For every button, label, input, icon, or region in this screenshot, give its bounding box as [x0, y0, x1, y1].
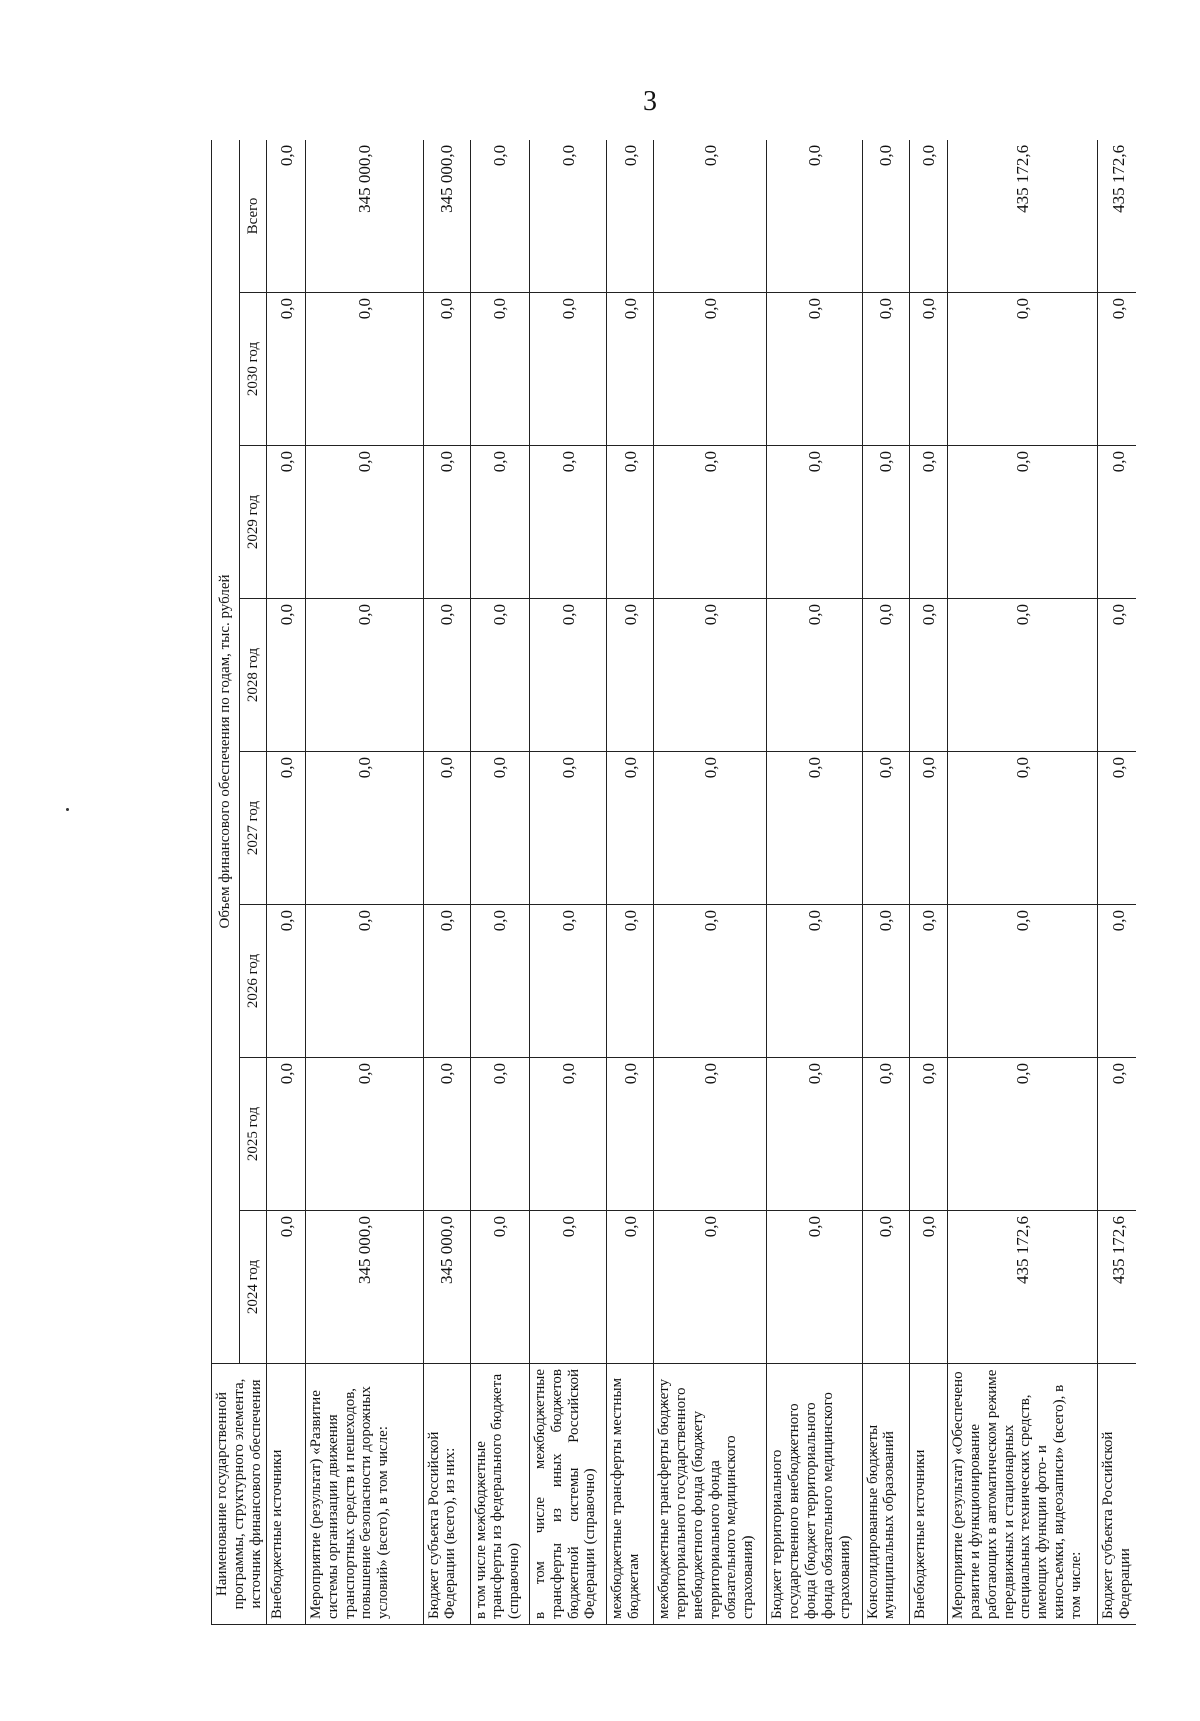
row-value-cell: 0,0	[767, 446, 862, 599]
row-value-cell: 0,0	[470, 1211, 529, 1364]
row-value-cell: 0,0	[654, 446, 767, 599]
table-row	[948, 140, 1098, 1625]
rotated-table	[211, 140, 1136, 1625]
row-value-cell: 0,0	[305, 752, 423, 905]
row-value-cell: 0,0	[948, 1058, 1098, 1211]
row-value-cell: 0,0	[654, 752, 767, 905]
row-value-cell: 0,0	[1098, 446, 1136, 599]
row-label: в том числе межбюджетные трансферты из федерального бюджета (справочно)	[470, 1364, 529, 1625]
table-row	[862, 140, 909, 1625]
header-year: 2024 год	[239, 1211, 267, 1364]
row-value-cell: 0,0	[1098, 599, 1136, 752]
row-total-cell: 345 000,0	[423, 140, 470, 293]
row-value-cell: 0,0	[529, 446, 606, 599]
row-value-cell: 0,0	[267, 599, 306, 752]
row-value-cell: 0,0	[470, 752, 529, 905]
row-value-cell: 0,0	[862, 599, 909, 752]
row-label: межбюджетные трансферты местным бюджетам	[607, 1364, 654, 1625]
row-label: Внебюджетные источники	[909, 1364, 948, 1625]
row-total-cell: 435 172,6	[1098, 140, 1136, 293]
row-value-cell: 0,0	[862, 905, 909, 1058]
row-value-cell: 0,0	[909, 752, 948, 905]
row-label: межбюджетные трансферты бюджету территориального государственного внебюджетного фонда (бюджету территориального фонда обязательного медицинского страхования)	[654, 1364, 767, 1625]
row-value-cell: 0,0	[529, 1211, 606, 1364]
row-value-cell: 0,0	[470, 293, 529, 446]
row-total-cell: 0,0	[862, 140, 909, 293]
table-row	[1098, 140, 1136, 1625]
row-value-cell: 0,0	[948, 905, 1098, 1058]
row-value-cell: 0,0	[767, 905, 862, 1058]
row-value-cell: 0,0	[423, 446, 470, 599]
table-row	[909, 140, 948, 1625]
row-value-cell: 0,0	[948, 293, 1098, 446]
row-label: Внебюджетные источники	[267, 1364, 306, 1625]
row-total-cell: 0,0	[607, 140, 654, 293]
row-value-cell: 0,0	[470, 446, 529, 599]
table-row	[267, 140, 306, 1625]
row-value-cell: 0,0	[607, 1058, 654, 1211]
row-total-cell: 0,0	[267, 140, 306, 293]
header-year: 2029 год	[239, 446, 267, 599]
row-value-cell: 0,0	[267, 752, 306, 905]
row-value-cell: 0,0	[654, 1211, 767, 1364]
header-year: 2030 год	[239, 293, 267, 446]
row-label: Консолидированные бюджеты муниципальных образований	[862, 1364, 909, 1625]
row-total-cell: 0,0	[529, 140, 606, 293]
row-total-cell: 435 172,6	[948, 140, 1098, 293]
header-name-column: Наименование государственной программы, структурного элемента, источник финансового обеспечения	[212, 1364, 267, 1625]
row-value-cell: 0,0	[305, 1058, 423, 1211]
header-year: 2027 год	[239, 752, 267, 905]
row-value-cell: 345 000,0	[423, 1211, 470, 1364]
row-value-cell: 0,0	[305, 293, 423, 446]
table-row	[529, 140, 606, 1625]
row-value-cell: 0,0	[862, 446, 909, 599]
row-value-cell: 0,0	[654, 1058, 767, 1211]
row-total-cell: 0,0	[470, 140, 529, 293]
row-label: Мероприятие (результат) «Обеспечено развитие и функционирование работающих в автоматическом режиме передвижных и стационарных специальных технических средств, имеющих функции фото- и киносъемки, видеозаписи» (всего), в том числе:	[948, 1364, 1098, 1625]
row-value-cell: 0,0	[862, 293, 909, 446]
row-value-cell: 0,0	[862, 752, 909, 905]
row-total-cell: 0,0	[909, 140, 948, 293]
header-year: 2025 год	[239, 1058, 267, 1211]
table-row	[654, 140, 767, 1625]
row-value-cell: 0,0	[654, 905, 767, 1058]
row-value-cell: 0,0	[607, 905, 654, 1058]
row-label: Бюджет субъекта Российской Федерации	[1098, 1364, 1136, 1625]
row-value-cell: 0,0	[909, 1058, 948, 1211]
table-row	[470, 140, 529, 1625]
row-value-cell: 0,0	[423, 752, 470, 905]
row-value-cell: 0,0	[423, 905, 470, 1058]
row-label: Бюджет субъекта Российской Федерации (всего), из них:	[423, 1364, 470, 1625]
row-value-cell: 0,0	[423, 1058, 470, 1211]
row-value-cell: 0,0	[529, 752, 606, 905]
table-row	[767, 140, 862, 1625]
row-total-cell: 0,0	[654, 140, 767, 293]
row-value-cell: 0,0	[1098, 1058, 1136, 1211]
row-value-cell: 0,0	[767, 1058, 862, 1211]
row-value-cell: 0,0	[909, 1211, 948, 1364]
row-value-cell: 0,0	[305, 905, 423, 1058]
rotated-table-container	[211, 140, 1136, 1625]
row-value-cell: 0,0	[267, 446, 306, 599]
row-value-cell: 0,0	[767, 293, 862, 446]
row-value-cell: 0,0	[1098, 905, 1136, 1058]
row-value-cell: 435 172,6	[1098, 1211, 1136, 1364]
row-value-cell: 0,0	[607, 293, 654, 446]
scan-speck	[66, 808, 69, 811]
header-year: 2026 год	[239, 905, 267, 1058]
row-value-cell: 0,0	[948, 599, 1098, 752]
table-row	[305, 140, 423, 1625]
row-label: в том числе межбюджетные трансферты из иных бюджетов бюджетной системы Российской Федерации (справочно)	[529, 1364, 606, 1625]
row-value-cell: 0,0	[767, 599, 862, 752]
header-total: Всего	[239, 140, 267, 293]
row-value-cell: 0,0	[470, 1058, 529, 1211]
row-value-cell: 0,0	[305, 599, 423, 752]
row-value-cell: 0,0	[1098, 752, 1136, 905]
row-value-cell: 0,0	[909, 446, 948, 599]
row-value-cell: 0,0	[862, 1058, 909, 1211]
row-value-cell: 0,0	[909, 599, 948, 752]
row-value-cell: 0,0	[423, 293, 470, 446]
row-value-cell: 0,0	[470, 599, 529, 752]
row-value-cell: 0,0	[909, 905, 948, 1058]
table-row	[607, 140, 654, 1625]
row-value-cell: 0,0	[862, 1211, 909, 1364]
row-total-cell: 0,0	[767, 140, 862, 293]
table-row	[423, 140, 470, 1625]
table-body	[267, 140, 1136, 1625]
financing-table	[211, 140, 1136, 1625]
row-value-cell: 0,0	[423, 599, 470, 752]
row-value-cell: 0,0	[529, 905, 606, 1058]
row-value-cell: 435 172,6	[948, 1211, 1098, 1364]
row-value-cell: 0,0	[305, 446, 423, 599]
row-value-cell: 0,0	[654, 293, 767, 446]
page-number: 3	[643, 86, 657, 117]
row-value-cell: 0,0	[470, 905, 529, 1058]
row-label: Мероприятие (результат) «Развитие системы организации движения транспортных средств и пешеходов, повышение безопасности дорожных условий» (всего), в том числе:	[305, 1364, 423, 1625]
row-value-cell: 345 000,0	[305, 1211, 423, 1364]
row-value-cell: 0,0	[654, 599, 767, 752]
row-value-cell: 0,0	[948, 752, 1098, 905]
row-value-cell: 0,0	[607, 599, 654, 752]
row-value-cell: 0,0	[529, 599, 606, 752]
row-value-cell: 0,0	[607, 1211, 654, 1364]
row-value-cell: 0,0	[529, 293, 606, 446]
header-year: 2028 год	[239, 599, 267, 752]
row-value-cell: 0,0	[267, 1211, 306, 1364]
row-total-cell: 345 000,0	[305, 140, 423, 293]
row-value-cell: 0,0	[767, 1211, 862, 1364]
row-value-cell: 0,0	[607, 446, 654, 599]
row-value-cell: 0,0	[607, 752, 654, 905]
row-value-cell: 0,0	[767, 752, 862, 905]
row-value-cell: 0,0	[1098, 293, 1136, 446]
row-value-cell: 0,0	[267, 1058, 306, 1211]
header-group: Объем финансового обеспечения по годам, тыс. рублей	[212, 140, 240, 1364]
row-value-cell: 0,0	[267, 905, 306, 1058]
row-value-cell: 0,0	[909, 293, 948, 446]
row-value-cell: 0,0	[267, 293, 306, 446]
row-value-cell: 0,0	[529, 1058, 606, 1211]
row-label: Бюджет территориального государственного внебюджетного фонда (бюджет территориального фонда обязательного медицинского страхования)	[767, 1364, 862, 1625]
row-value-cell: 0,0	[948, 446, 1098, 599]
